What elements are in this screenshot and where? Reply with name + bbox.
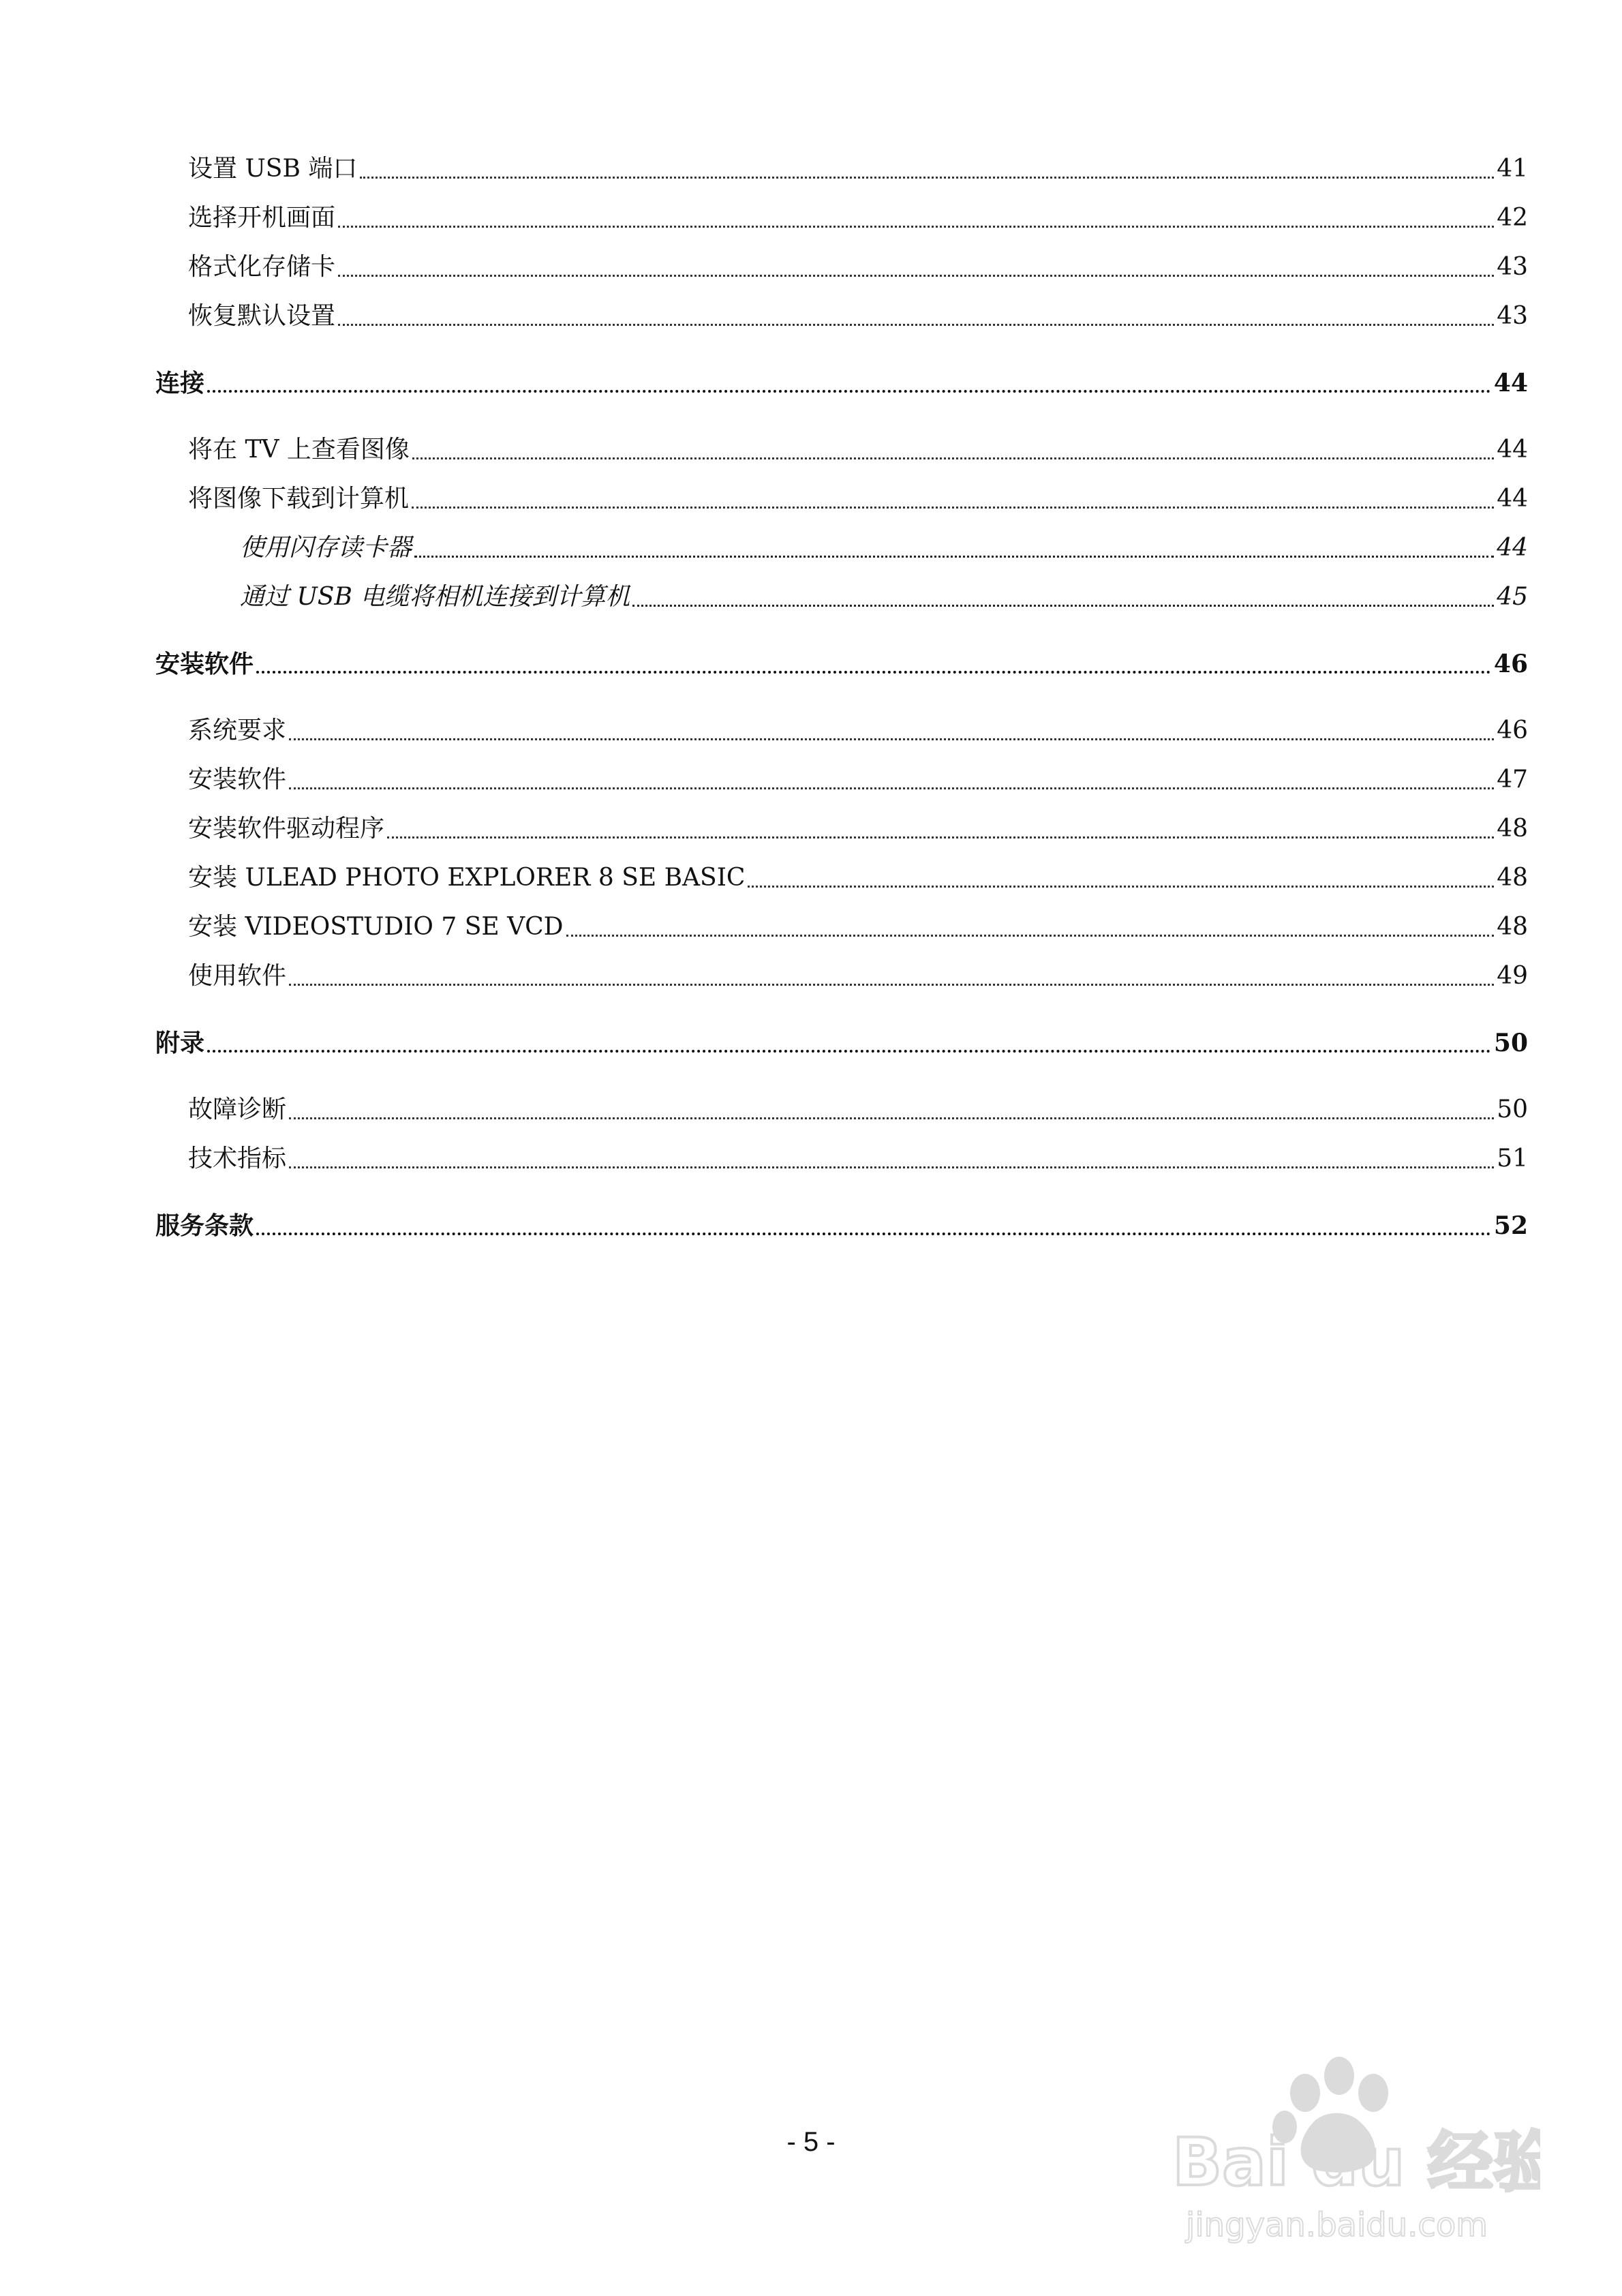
- toc-entry-page: 42: [1497, 204, 1528, 232]
- dot-leader: [289, 738, 1494, 740]
- toc-entry-page: 49: [1497, 962, 1528, 990]
- dot-leader: [289, 1117, 1494, 1119]
- toc-entry-install-photo-explorer[interactable]: [155, 859, 1528, 897]
- toc-entry-page: 45: [1497, 583, 1528, 611]
- toc-entry-page: 47: [1497, 766, 1528, 794]
- toc-entry-page: 50: [1497, 1096, 1528, 1123]
- dot-leader: [289, 787, 1494, 789]
- toc-entry-view-on-tv[interactable]: [155, 431, 1528, 469]
- toc-entry-label: 安装软件: [188, 766, 287, 794]
- dot-leader: [289, 984, 1494, 986]
- toc-entry-label: 通过 USB 电缆将相机连接到计算机: [240, 583, 630, 611]
- toc-section-page: 44: [1493, 369, 1528, 397]
- toc-entry-page: 48: [1497, 864, 1528, 892]
- toc-entry-system-requirements[interactable]: [155, 712, 1528, 750]
- toc-entry-specifications[interactable]: [155, 1140, 1528, 1178]
- toc-entry-page: 43: [1497, 302, 1528, 330]
- toc-entry-use-software[interactable]: [155, 957, 1528, 995]
- dot-leader: [414, 556, 1494, 558]
- dot-leader: [207, 1050, 1491, 1053]
- toc-section-page: 50: [1493, 1029, 1528, 1057]
- dot-leader: [338, 226, 1494, 228]
- toc-entry-label: 系统要求: [188, 716, 287, 744]
- toc-section-appendix[interactable]: [155, 1024, 1528, 1062]
- toc-entry-install-driver[interactable]: [155, 810, 1528, 848]
- toc-entry-format-card[interactable]: [155, 248, 1528, 286]
- toc-entry-label: 将在 TV 上查看图像: [188, 436, 410, 464]
- toc-entry-label: 安装软件驱动程序: [188, 815, 385, 843]
- page-number: - 5 -: [786, 2127, 836, 2157]
- toc-entry-label: 安装 ULEAD PHOTO EXPLORER 8 SE BASIC: [188, 864, 746, 892]
- dot-leader: [632, 605, 1494, 607]
- toc-section-connection[interactable]: [155, 364, 1528, 402]
- toc-section-label: 安装软件: [155, 650, 254, 678]
- toc-section-install-software[interactable]: [155, 645, 1528, 683]
- toc-section-terms-of-service[interactable]: [155, 1207, 1528, 1245]
- toc-entry-page: 48: [1497, 913, 1528, 941]
- toc-entry-label: 使用闪存读卡器: [240, 534, 412, 562]
- dot-leader: [256, 1233, 1491, 1235]
- dot-leader: [360, 177, 1494, 179]
- dot-leader: [256, 671, 1491, 674]
- dot-leader: [338, 275, 1494, 277]
- dot-leader: [748, 886, 1494, 888]
- dot-leader: [387, 836, 1494, 839]
- toc-entry-label: 设置 USB 端口: [188, 155, 358, 183]
- toc-entry-troubleshooting[interactable]: [155, 1091, 1528, 1129]
- toc-section-page: 46: [1493, 650, 1528, 678]
- paw-icon: [1159, 2045, 1540, 2250]
- toc-entry-label: 安装 VIDEOSTUDIO 7 SE VCD: [188, 913, 564, 941]
- toc-entry-page: 44: [1497, 436, 1528, 464]
- toc-entry-label: 将图像下载到计算机: [188, 485, 410, 513]
- toc-section-label: 服务条款: [155, 1211, 254, 1240]
- toc-entry-restore-defaults[interactable]: [155, 297, 1528, 335]
- toc-entry-page: 48: [1497, 815, 1528, 843]
- toc-entry-page: 44: [1497, 485, 1528, 513]
- dot-leader: [412, 507, 1494, 509]
- toc-entry-install-videostudio[interactable]: [155, 908, 1528, 946]
- toc-entry-startup-screen[interactable]: [155, 199, 1528, 237]
- toc-entry-label: 恢复默认设置: [188, 302, 336, 330]
- toc-entry-page: 43: [1497, 253, 1528, 281]
- dot-leader: [289, 1166, 1494, 1168]
- toc-entry-label: 使用软件: [188, 962, 287, 990]
- toc-entry-label: 选择开机画面: [188, 204, 336, 232]
- toc-entry-install-software[interactable]: [155, 761, 1528, 799]
- toc-section-label: 连接: [155, 369, 205, 397]
- toc-entry-download-to-computer[interactable]: [155, 480, 1528, 518]
- toc-entry-label: 格式化存储卡: [188, 253, 336, 281]
- toc-entry-label: 故障诊断: [188, 1096, 287, 1123]
- toc-section-page: 52: [1493, 1211, 1528, 1240]
- watermark-url: jingyan.baidu.com: [1186, 2206, 1488, 2244]
- toc-entry-page: 46: [1497, 716, 1528, 744]
- dot-leader: [412, 457, 1494, 459]
- dot-leader: [338, 324, 1494, 326]
- dot-leader: [207, 390, 1491, 393]
- toc-entry-page: 41: [1497, 155, 1528, 183]
- toc-entry-set-usb-port[interactable]: [155, 150, 1528, 188]
- toc-entry-card-reader[interactable]: [155, 529, 1528, 567]
- dot-leader: [566, 935, 1495, 937]
- toc-entry-label: 技术指标: [188, 1145, 287, 1173]
- baidu-jingyan-watermark: [1159, 2045, 1540, 2250]
- toc-section-label: 附录: [155, 1029, 205, 1057]
- toc-entry-page: 44: [1497, 534, 1528, 562]
- toc-entry-page: 51: [1497, 1145, 1528, 1173]
- toc-entry-usb-cable[interactable]: [155, 578, 1528, 616]
- watermark-brand: Bai du 经验: [1172, 2124, 1540, 2201]
